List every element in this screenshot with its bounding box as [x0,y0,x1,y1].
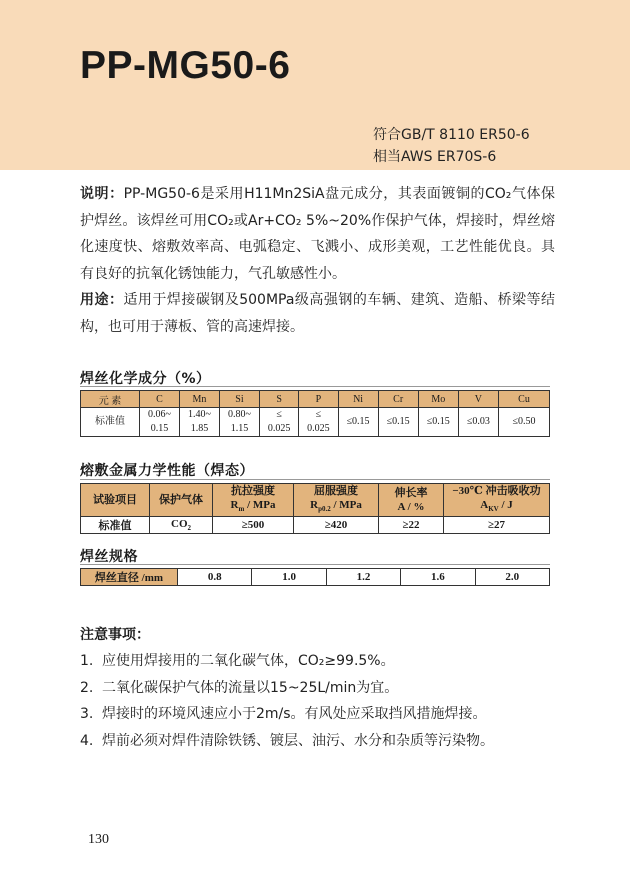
chem-table [80,390,550,437]
mech-header-row [81,484,550,517]
chem-cell-s: ≤ 0.025 [259,408,298,437]
mech-row-label: 标准值 [81,517,150,534]
chem-header-cell: S [259,391,298,408]
spec-divider [80,564,550,565]
chem-cell-cu: ≤0.50 [499,408,550,437]
chem-divider [80,386,550,387]
mech-title: 熔敷金属力学性能（焊态） [80,463,254,479]
spec-label: 焊丝直径 /mm [81,569,178,586]
chem-cell-mn: 1.40~ 1.85 [179,408,219,437]
chem-header-cell: 元 素 [81,391,140,408]
standard-gb: 符合GB/T 8110 ER50-6 [373,127,530,143]
description-block [80,181,555,340]
mech-header-yield: 屈服强度 $R_{p0.2}$ / MPa [294,484,379,517]
note-item: 1. 应使用焊接用的二氧化碳气体，CO₂≥99.5%。 [80,653,395,669]
chem-cell-ni: ≤0.15 [338,408,378,437]
chem-cell-c: 0.06~ 0.15 [140,408,180,437]
mech-header-impact: −30℃ 冲击吸收功 $A_{KV}$ / J [444,484,550,517]
spec-cell: 0.8 [178,569,252,586]
mech-value-row [81,517,550,534]
spec-row [81,569,550,586]
chem-header-cell: Cu [499,391,550,408]
chem-header-cell: Mn [179,391,219,408]
mech-cell-gas: $CO_2$ [150,517,213,534]
page-number: 130 [88,832,109,847]
mech-header-tensile: 抗拉强度 $R_m$ / MPa [213,484,294,517]
spec-cell: 1.2 [326,569,400,586]
chem-cell-p: ≤ 0.025 [299,408,338,437]
note-item: 4. 焊前必须对焊件清除铁锈、镀层、油污、水分和杂质等污染物。 [80,732,494,749]
notes-title: 注意事项： [80,627,150,643]
note-item: 2. 二氧化碳保护气体的流量以15~25L/min为宜。 [80,679,399,696]
spec-cell: 1.0 [252,569,326,586]
chem-cell-v: ≤0.03 [458,408,498,437]
mech-divider [80,479,550,480]
chem-value-row [81,408,550,437]
usage-label: 用途： [80,292,124,308]
spec-title: 焊丝规格 [80,549,138,565]
chem-header-cell: Cr [378,391,418,408]
mech-cell-tensile: ≥500 [213,517,294,534]
spec-cell: 2.0 [475,569,549,586]
standard-aws: 相当AWS ER70S-6 [373,149,497,165]
spec-table [80,568,550,586]
description-label: 说明： [80,186,124,202]
chem-cell-mo: ≤0.15 [418,408,458,437]
mech-cell-yield: ≥420 [294,517,379,534]
mech-cell-elong: ≥22 [379,517,444,534]
chem-header-cell: C [140,391,180,408]
chem-header-cell: V [458,391,498,408]
chem-header-row [81,391,550,408]
mech-cell-impact: ≥27 [444,517,550,534]
spec-cell: 1.6 [401,569,475,586]
mech-header-elong: 伸长率 A / % [379,484,444,517]
usage-text: 适用于焊接碳钢及500MPa级高强钢的车辆、建筑、造船、桥梁等结构，也可用于薄板、管的高速焊接。 [80,292,555,335]
description-text: PP-MG50-6是采用H11Mn2SiA盘元成分，其表面镀铜的CO₂气体保护焊丝。该焊丝可用CO₂或Ar+CO₂ 5%~20%作保护气体，焊接时，焊丝熔化速度快、熔敷效率高、电弧稳定、飞溅小、成形美观，工艺性能优良。具有良好的抗氧化锈蚀能力，气孔敏感性小。 [80,186,556,282]
mech-header-gas: 保护气体 [150,484,213,517]
mech-header-item: 试验项目 [81,484,150,517]
notes-list [80,648,494,754]
chem-row-label: 标准值 [81,408,140,437]
chem-header-cell: Mo [418,391,458,408]
chem-header-cell: Si [219,391,259,408]
page-title: PP-MG50-6 [80,44,291,87]
mech-table [80,483,550,534]
chem-header-cell: P [299,391,338,408]
chem-title: 焊丝化学成分（%） [80,371,211,387]
chem-header-cell: Ni [338,391,378,408]
chem-cell-si: 0.80~ 1.15 [219,408,259,437]
note-item: 3. 焊接时的环境风速应小于2m/s。有风处应采取挡风措施焊接。 [80,706,487,722]
chem-cell-cr: ≤0.15 [378,408,418,437]
